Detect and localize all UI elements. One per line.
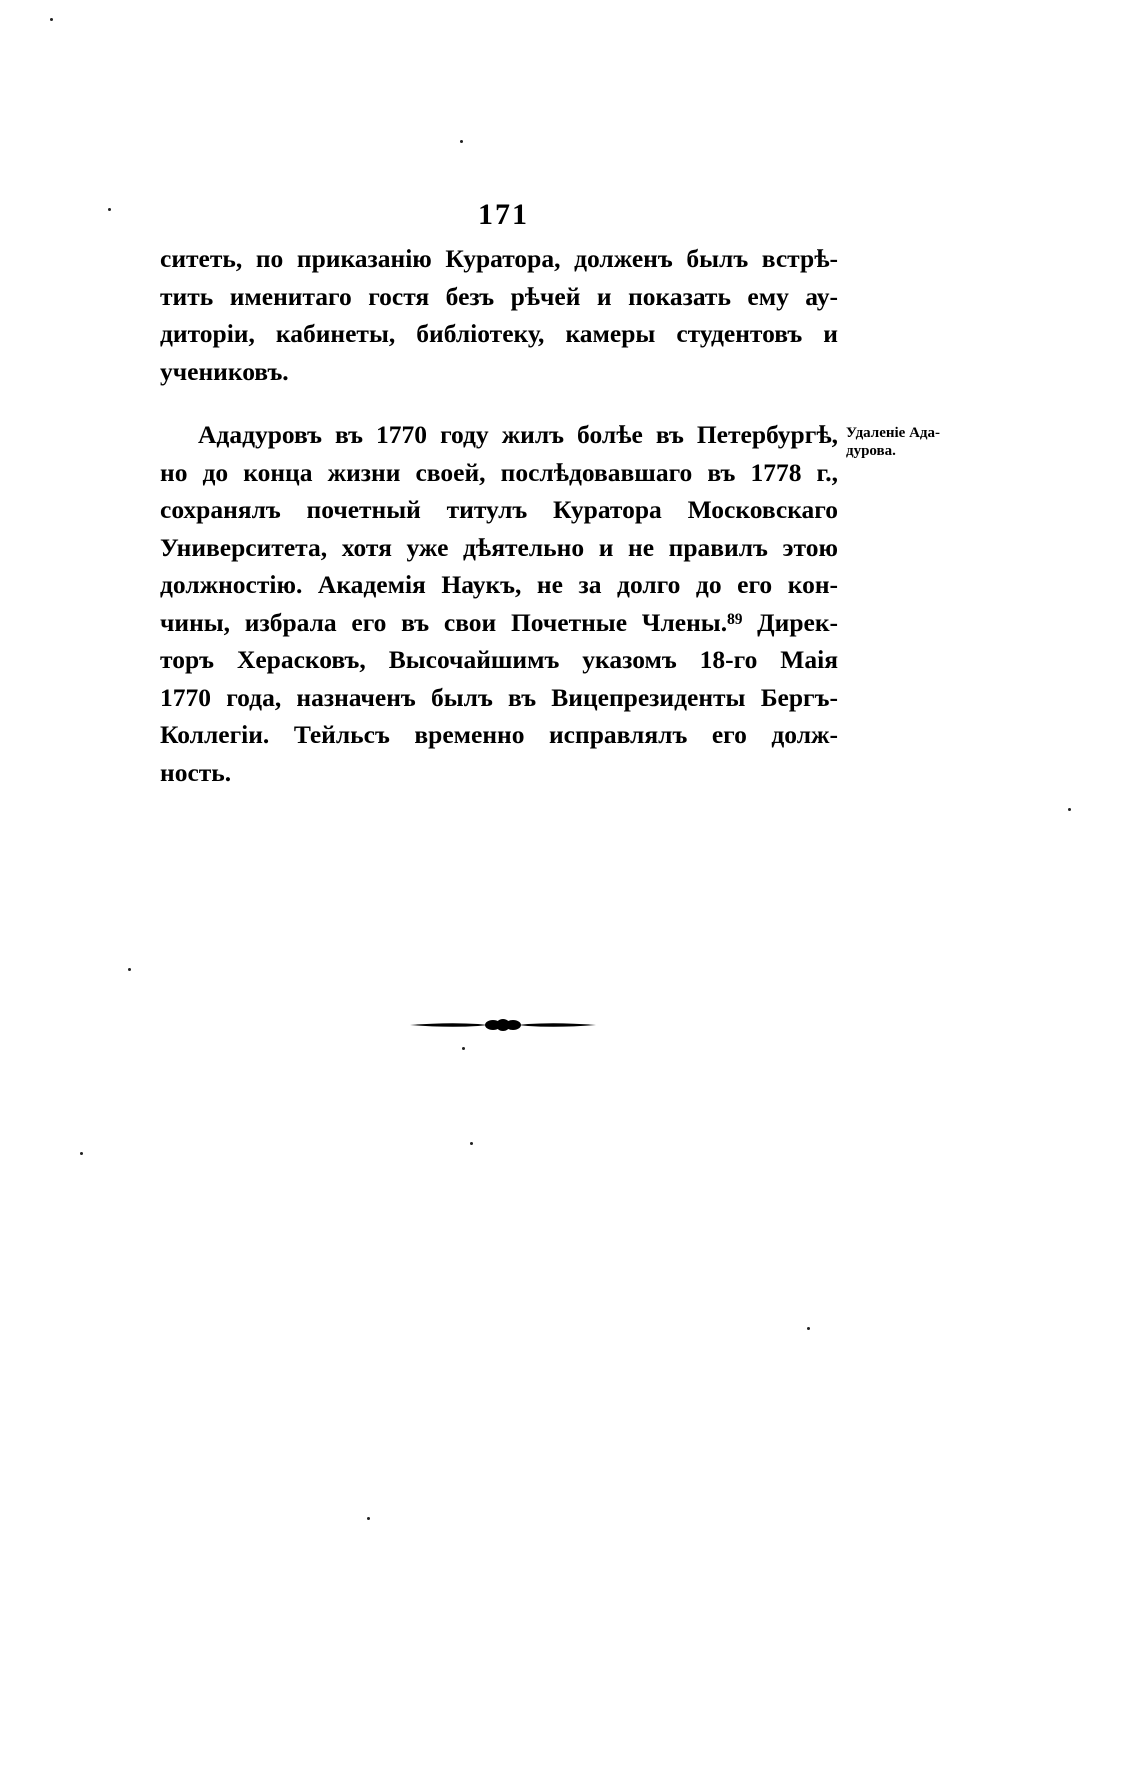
paragraph-line: диторіи, кабинеты, библіотеку, камеры студентовъ и: [160, 319, 838, 348]
paragraph-line: Ададуровъ въ 1770 году жилъ болѣе въ Петербургѣ,: [198, 420, 838, 449]
paragraph-1: [160, 240, 838, 390]
paper-speck: [470, 1142, 473, 1145]
paragraph-2: [160, 416, 838, 791]
ornament-left-stroke: [410, 1023, 488, 1027]
margin-note-line: дурова.: [846, 443, 896, 459]
paragraph-line: тить именитаго гостя безъ рѣчей и показать ему ау-: [160, 281, 838, 311]
paragraph-line: учениковъ.: [160, 356, 289, 386]
paragraph-line: чины, избрала его въ свои Почетные Члены.⁸⁹ Дирек-: [160, 607, 838, 637]
paper-speck: [128, 968, 131, 971]
paper-speck: [460, 140, 463, 143]
paper-speck: [50, 18, 53, 21]
margin-note-line: Удаленіе Ада-: [846, 425, 940, 441]
paragraph-line: должностію. Академія Наукъ, не за долго до его кон-: [160, 570, 838, 599]
paper-speck: [80, 1152, 83, 1155]
paragraph-line: но до конца жизни своей, послѣдовавшаго въ 1778 г.,: [160, 457, 838, 487]
margin-note: [846, 424, 976, 460]
paragraph-line: Коллегіи. Тейльсъ временно исправлялъ его долж-: [160, 720, 838, 749]
page-number: 171: [478, 198, 529, 231]
paragraph-line: Университета, хотя уже дѣятельно и не правилъ этою: [160, 532, 838, 562]
paragraph-line: 1770 года, назначенъ былъ въ Вицепрезиденты Бергъ-: [160, 682, 838, 712]
paper-speck: [807, 1327, 810, 1330]
paper-speck: [462, 1047, 465, 1050]
paper-speck: [367, 1517, 370, 1520]
paragraph-line: ситеть, по приказанію Куратора, долженъ былъ встрѣ-: [160, 244, 838, 273]
paper-speck: [1068, 808, 1071, 811]
ornament-right-stroke: [518, 1023, 596, 1027]
ornament-bead-right: [505, 1020, 521, 1030]
paper-speck: [108, 208, 111, 211]
paragraph-line: торъ Херасковъ, Высочайшимъ указомъ 18-го Маія: [160, 645, 838, 674]
paragraph-line: ность.: [160, 757, 232, 787]
end-ornament: [408, 1010, 598, 1040]
paragraph-line: сохранялъ почетный титулъ Куратора Московскаго: [160, 495, 838, 524]
